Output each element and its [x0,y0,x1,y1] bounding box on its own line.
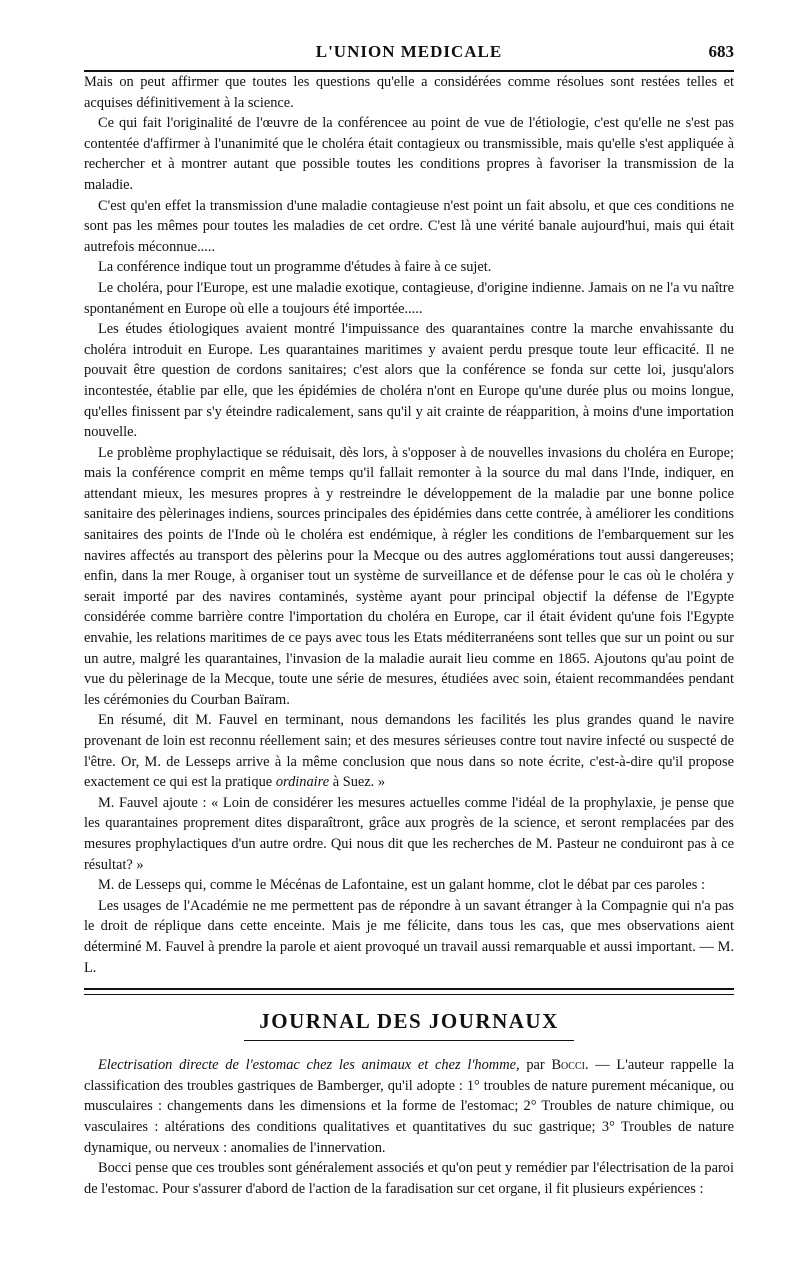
paragraph: C'est qu'en effet la transmission d'une maladie contagieuse n'est point un fait absolu, et que ces conditions ne sont pas les mêmes pour toutes les maladies de cet ordre. C'est là une vérité banale aujourd'hui, mais qui était autrefois méconnue..... [84,197,734,255]
paragraph: Le problème prophylactique se réduisait, dès lors, à s'opposer à de nouvelles invasions du choléra en Europe; mais la conférence comprit en même temps qu'il fallait remonter à la source du mal dans l'Inde, indiquer, en attendant mieux, les mesures propres à y restreindre le développement de la maladie par une bonne police sanitaire des pèlerinages indiens, sources principales des épidémies dans cette contrée, à améliorer les conditions sanitaires des points de l'Inde où le choléra est endémique, à régler les conditions de l'embarquement sur les navires affectés au transport des pèlerins pour la Mecque ou des autres agglomérations tout aussi dangereuses; enfin, dans la mer Rouge, à organiser tout un système de surveillance et de défense pour le cas où le choléra y serait importé par des navires contaminés, système ayant pour principal objectif la défense de l'Egypte considérée comme barrière contre l'importation du choléra en Europe, car il était évident qu'une fois l'Egypte envahie, les relations maritimes de ce pays avec tous les Etats méditerranéens sont telles que sur un point ou sur un autre, malgré les quarantaines, l'invasion de la maladie aurait lieu comme en 1865. Ajoutons qu'au point de vue du pèlerinage de la Mecque, toute une série de mesures, étudiées avec soin, étaient recommandées pendant les cérémonies du Courban Baïram. [84,444,734,708]
resume-italic: ordinaire [275,774,330,791]
resume-text-end: à Suez. » [332,774,386,791]
paragraph: Les usages de l'Académie ne me permettent pas de répondre à un savant étranger à la Compagnie qui n'a pas le droit de réplique dans cette enceinte. Mais je me félicite, dans tous les cas, que mes observations aient déterminé M. Fauvel à prendre la parole et aient provoqué un travail aussi remarquable et aussi important. — M. L. [84,897,734,976]
section-divider [84,988,734,995]
journal-paragraph [84,1055,734,1158]
paragraph: Les études étiologiques avaient montré l'impuissance des quarantaines contre la marche envahissante du choléra introduit en Europe. Les quarantaines maritimes y avaient perdu presque toute leur efficacité. Il ne pouvait être question de cordons sanitaires; c'est alors que la conférence se fonda sur cette loi, jusqu'alors incontestée, établie par elle, que les épidémies de choléra n'ont en Europe qu'une durée plus ou moins longue, qu'elles finissent par s'y éteindre radicalement, sans qu'il y ait crainte de réapparition, à moins d'une importation nouvelle. [84,321,734,441]
running-head [84,0,734,72]
journal-paragraph: Bocci pense que ces troubles sont généralement associés et qu'on peut y remédier par l'électrisation de la paroi de l'estomac. Pour s'assurer d'abord de l'action de la faradisation sur cet organe, il fit plusieurs expériences : [84,1160,734,1197]
paragraph: Le choléra, pour l'Europe, est une maladie exotique, contagieuse, d'origine indienne. Jamais on ne l'a vu naître spontanément en Europe où elle a toujours été importée..... [84,279,734,317]
paragraph: M. Fauvel ajoute : « Loin de considérer les mesures actuelles comme l'idéal de la prophylaxie, je pense que les quarantaines proprement dites disparaîtront, grâce aux progrès de la science, et seront remplacées par des mesures prophylactiques d'un autre ordre. Qui nous dit que les recherches de M. Pasteur ne conduiront pas à ce résultat? » [84,794,734,873]
running-title: L'UNION MEDICALE [315,42,503,61]
page-number: 683 [708,42,734,61]
journal-by: par [526,1057,545,1074]
resume-text: En résumé, dit M. Fauvel en terminant, nous demandons les facilités les plus grandes quand le navire provenant de loin est reconnu réellement sain; et des mesures sérieuses contre tout navire infecté ou suspecté de l'être. Or, M. de Lesseps arrive à la même conclusion que nous dans so note écrite, c'est-à-dire qu'il propose exactement ce qui est la pratique [84,712,734,791]
journal-article-title: Electrisation directe de l'estomac chez les animaux et chez l'homme, [98,1057,520,1074]
header-rule [84,70,734,72]
section-title-rule [244,1040,574,1041]
article-body [84,72,734,978]
paragraph: M. de Lesseps qui, comme le Mécénas de Lafontaine, est un galant homme, clot le débat par ces paroles : [98,877,705,894]
journal-author: Bocci. [551,1057,589,1074]
paragraph: Mais on peut affirmer que toutes les questions qu'elle a considérées comme résolues sont restées telles et acquises définitivement à la science. [84,74,734,111]
paragraph-resume [84,710,734,792]
paragraph: Ce qui fait l'originalité de l'œuvre de la conférencee au point de vue de l'étiologie, c'est qu'elle ne s'est pas contentée d'affirmer à l'unanimité que le choléra était contagieux ou transmissible, mais qu'elle s'est appliquée à rechercher et à montrer autant que possible toutes les conditions propres à favoriser la transmission de la maladie. [84,115,734,193]
journal-body [84,1055,734,1199]
paragraph: La conférence indique tout un programme d'études à faire à ce sujet. [98,259,492,276]
journal-text: — L'auteur rappelle la classification des troubles gastriques de Bamberger, qu'il adopte : 1° troubles de nature purement mécanique, ou musculaires : changements dans les dimensions et la forme de l'estomac; 2° Troubles de nature chimique, ou vasculaires : altérations des conditions qualitatives et quantitatives du suc gastrique; 3° Troubles de nature dynamique, ou nerveux : anomalies de l'innervation. [84,1057,734,1156]
section-title: JOURNAL DES JOURNAUX [259,1009,559,1034]
